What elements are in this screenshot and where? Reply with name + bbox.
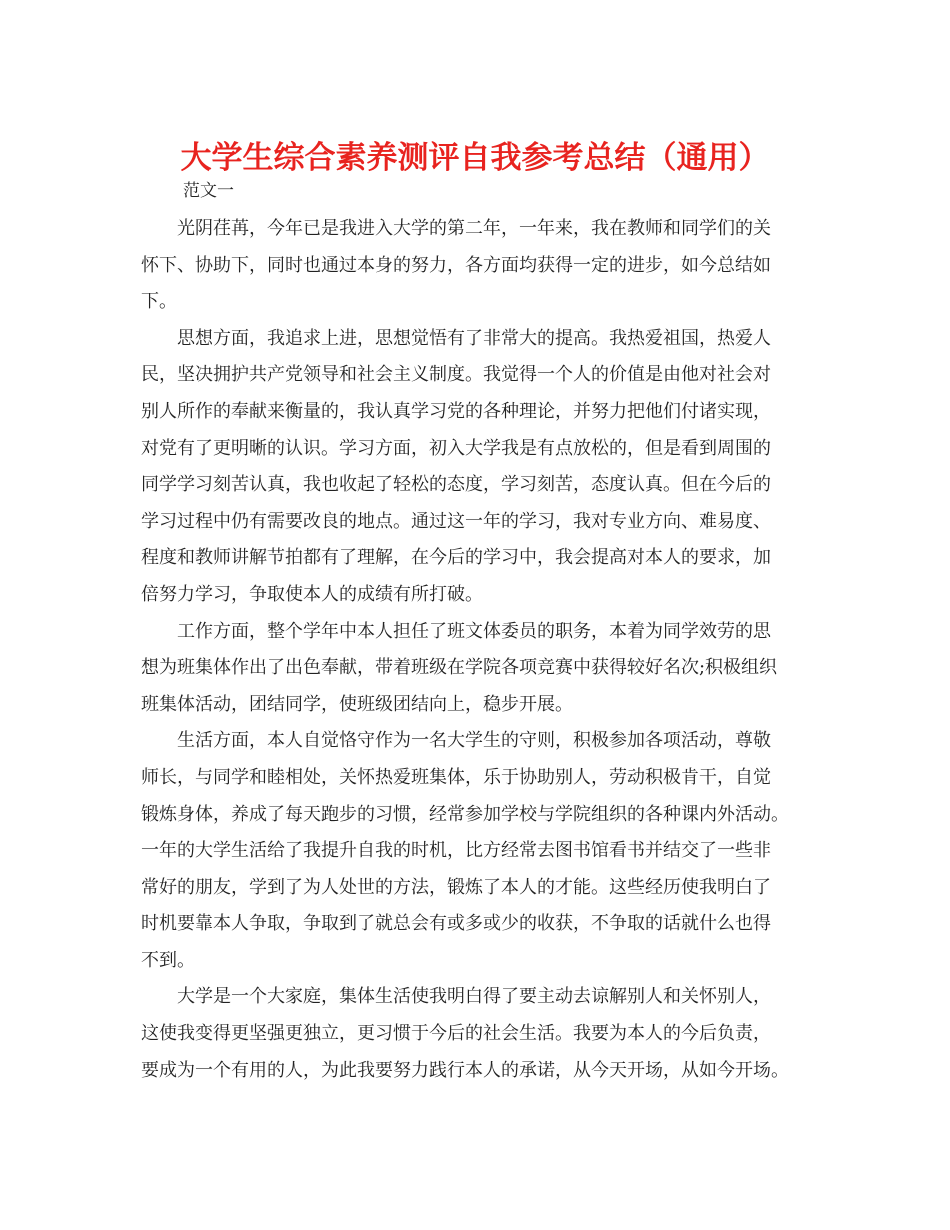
document-subtitle: 范文一: [183, 181, 234, 201]
paragraph-line: 大学是一个大家庭，集体生活使我明白得了要主动去谅解别人和关怀别人，: [177, 986, 771, 1008]
paragraph-line: 不到。: [141, 949, 195, 971]
paragraph-line: 别人所作的奉献来衡量的，我认真学习党的各种理论，并努力把他们付诸实现，: [141, 400, 771, 422]
paragraph-thought-study: [141, 321, 807, 614]
paragraph-intro: [141, 211, 807, 321]
paragraph-line: 工作方面，整个学年中本人担任了班文体委员的职务，本着为同学效劳的思: [177, 620, 771, 642]
document-title: 大学生综合素养测评自我参考总结（通用）: [180, 140, 770, 176]
paragraph-line: 时机要靠本人争取，争取到了就总会有或多或少的收获，不争取的话就什么也得: [141, 913, 771, 935]
paragraph-line: 生活方面，本人自觉恪守作为一名大学生的守则，积极参加各项活动，尊敬: [177, 730, 771, 752]
paragraph-work: [141, 614, 807, 724]
paragraph-line: 民，坚决拥护共产党领导和社会主义制度。我觉得一个人的价值是由他对社会对: [141, 364, 771, 386]
paragraph-line: 下。: [141, 291, 177, 313]
paragraph-conclusion: [141, 979, 807, 1089]
paragraph-line: 常好的朋友，学到了为人处世的方法，锻炼了本人的才能。这些经历使我明白了: [141, 876, 771, 898]
paragraph-line: 锻炼身体，养成了每天跑步的习惯，经常参加学校与学院组织的各种课内外活动。: [141, 803, 789, 825]
paragraph-line: 倍努力学习，争取使本人的成绩有所打破。: [141, 583, 483, 605]
paragraph-line: 班集体活动，团结同学，使班级团结向上，稳步开展。: [141, 693, 573, 715]
paragraph-line: 思想方面，我追求上进，思想觉悟有了非常大的提高。我热爱祖国，热爱人: [177, 327, 771, 349]
paragraph-line: 怀下、协助下，同时也通过本身的努力，各方面均获得一定的进步，如今总结如: [141, 254, 771, 276]
paragraph-line: 程度和教师讲解节拍都有了理解，在今后的学习中，我会提高对本人的要求，加: [141, 547, 771, 569]
paragraph-life: [141, 723, 807, 979]
paragraph-line: 一年的大学生活给了我提升自我的时机，比方经常去图书馆看书并结交了一些非: [141, 840, 771, 862]
paragraph-line: 学习过程中仍有需要改良的地点。通过这一年的学习，我对专业方向、难易度、: [141, 510, 771, 532]
paragraph-line: 这使我变得更坚强更独立，更习惯于今后的社会生活。我要为本人的今后负责，: [141, 1023, 771, 1045]
paragraph-line: 想为班集体作出了出色奉献，带着班级在学院各项竞赛中获得较好名次;积极组织: [141, 657, 778, 679]
paragraph-line: 对党有了更明晰的认识。学习方面，初入大学我是有点放松的，但是看到周围的: [141, 437, 771, 459]
paragraph-line: 光阴荏苒，今年已是我进入大学的第二年，一年来，我在教师和同学们的关: [177, 218, 771, 239]
document-body: [141, 211, 807, 1089]
paragraph-line: 师长，与同学和睦相处，关怀热爱班集体，乐于协助别人，劳动积极肯干，自觉: [141, 766, 771, 788]
paragraph-line: 要成为一个有用的人，为此我要努力践行本人的承诺，从今天开场，从如今开场。: [141, 1059, 789, 1081]
paragraph-line: 同学学习刻苦认真，我也收起了轻松的态度，学习刻苦，态度认真。但在今后的: [141, 474, 771, 496]
